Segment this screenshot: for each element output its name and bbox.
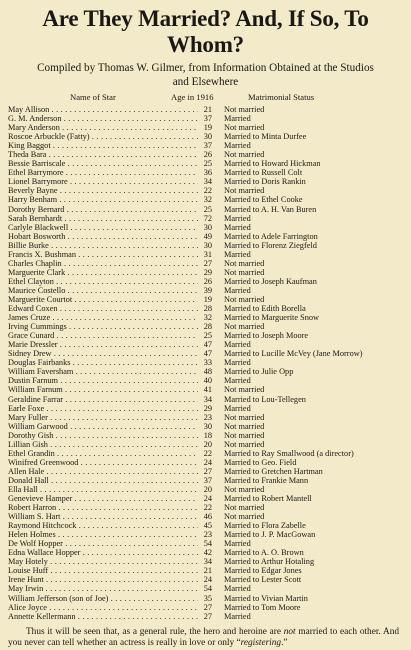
star-status: Married [224,340,251,350]
star-status: Married [224,611,251,621]
star-name: May Irwin . . . [8,584,198,593]
star-status: Not married [224,322,265,332]
star-status: Married to Vivian Martin [224,593,308,603]
star-name: De Wolf Hopper . . . [8,539,198,548]
table-row [8,340,403,349]
star-name: Marguerite Courtot . . . [8,295,198,304]
star-age: 25 [203,204,212,214]
star-age: 30 [203,222,212,232]
table-row [8,277,403,286]
star-status: Not married [224,484,265,494]
star-name: Ella Hall . . . [8,485,198,494]
star-status: Married to Florenz Ziegfeld [224,240,317,250]
star-status: Not married [224,385,265,395]
star-status: Not married [224,267,265,277]
star-status: Married [224,114,251,124]
table-row [8,521,403,530]
star-status: Married to A. H. Van Buren [224,204,317,214]
star-status: Married to Lester Scott [224,575,302,585]
star-name: Robert Harron . . . [8,503,198,512]
table-row [8,295,403,304]
star-name: Winifred Greenwood . . . [8,458,198,467]
table-row [8,575,403,584]
star-name: Carlyle Blackwell . . . [8,223,198,232]
table-row [8,476,403,485]
star-name: May Hotely . . . [8,557,198,566]
star-status: Married to Marguerite Snow [224,313,320,323]
star-name: William Garwood . . . [8,422,198,431]
star-name: Alice Joyce . . . [8,603,198,612]
star-name: Mary Anderson . . . [8,123,198,132]
star-age: 49 [203,231,212,241]
table-row [8,331,403,340]
column-headers [8,92,403,104]
star-age: 41 [203,385,212,395]
table-row [8,367,403,376]
star-age: 32 [203,195,212,205]
star-status: Married [224,358,251,368]
star-status: Married to Julie Opp [224,367,294,377]
star-status: Married [224,539,251,549]
star-age: 20 [203,484,212,494]
star-age: 21 [203,105,212,114]
star-name: Lionel Barrymore . . . [8,177,198,186]
star-name: Helen Holmes . . . [8,530,198,539]
star-status: Married to Ray Smallwood (a director) [224,448,354,458]
star-age: 54 [203,584,212,594]
star-name: Earle Foxe . . . [8,404,198,413]
table-row [8,449,403,458]
star-age: 26 [203,150,212,160]
star-name: Lillian Gish . . . [8,440,198,449]
star-table [8,105,403,621]
star-name: James Cruze . . . [8,313,198,322]
star-name: Raymond Hitchcock . . . [8,521,198,530]
star-age: 25 [203,159,212,169]
table-row [8,168,403,177]
table-row [8,105,403,114]
table-row [8,358,403,367]
table-row [8,557,403,566]
star-status: Not married [224,258,265,268]
star-age: 19 [203,294,212,304]
star-age: 42 [203,548,212,558]
star-age: 54 [203,539,212,549]
star-status: Married to A. O. Brown [224,548,304,558]
star-name: Irene Hunt . . . [8,575,198,584]
star-age: 33 [203,358,212,368]
table-row [8,494,403,503]
star-name: Ethel Clayton . . . [8,277,198,286]
star-status: Married to Edgar Jones [224,566,302,576]
table-row [8,214,403,223]
table-row [8,132,403,141]
star-name: Roscoe Arbuckle (Fatty) . . . [8,132,198,141]
star-status: Married to Lucille McVey (Jane Morrow) [224,349,363,359]
star-status: Married to Frankie Mann [224,475,309,485]
star-name: Bessie Barriscale . . . [8,159,198,168]
star-name: Genevieve Hamper . . . [8,494,198,503]
star-name: Marguerite Clark . . . [8,268,198,277]
table-row [8,404,403,413]
star-status: Married to Russell Colt [224,168,303,178]
star-status: Not married [224,105,265,114]
table-row [8,395,403,404]
table-row [8,195,403,204]
star-name: Francis X. Bushman . . . [8,250,198,259]
star-status: Married to Edith Borella [224,304,306,314]
star-name: William Farnum . . . [8,385,198,394]
table-row [8,467,403,476]
star-status: Married [224,584,251,594]
star-status: Married to Tom Moore [224,602,301,612]
table-row [8,114,403,123]
table-row [8,584,403,593]
star-age: 34 [203,177,212,187]
star-age: 23 [203,412,212,422]
table-row [8,485,403,494]
table-row [8,539,403,548]
star-age: 47 [203,340,212,350]
star-status: Married to Joseph Moore [224,331,309,341]
table-row [8,322,403,331]
star-age: 39 [203,285,212,295]
table-row [8,186,403,195]
star-age: 26 [203,276,212,286]
table-row [8,566,403,575]
star-name: Sarah Bernhardt . . . [8,214,198,223]
star-name: Dorothy Bernard . . . [8,205,198,214]
star-status: Not married [224,412,265,422]
star-status: Not married [224,503,265,513]
star-age: 27 [203,611,212,621]
star-age: 31 [203,249,212,259]
star-name: William Faversham . . . [8,367,198,376]
table-row [8,422,403,431]
table-row [8,286,403,295]
table-row [8,223,403,232]
star-age: 37 [203,114,212,124]
footer-text-2: married to each other. And you never can tell whether an actress is really in love or only “ [8,626,399,649]
star-age: 72 [203,213,212,223]
star-name: Geraldine Farrar . . . [8,395,198,404]
star-age: 29 [203,267,212,277]
star-status: Married [224,213,251,223]
star-status: Not married [224,439,265,449]
star-age: 45 [203,521,212,531]
star-status: Married to Geo. Field [224,457,297,467]
star-name: Edna Wallace Hopper . . . [8,548,198,557]
star-name: Ethel Grandin . . . [8,449,198,458]
table-row [8,141,403,150]
star-name: King Baggot . . . [8,141,198,150]
star-status: Married to J. P. MacGowan [224,530,316,540]
table-row [8,232,403,241]
table-row [8,512,403,521]
table-row [8,503,403,512]
star-status: Married to Robert Mantell [224,494,312,504]
table-row [8,150,403,159]
star-age: 48 [203,367,212,377]
footer-text-1: Thus it will be seen that, as a general rule, the hero and heroine are [26,626,284,637]
star-age: 24 [203,494,212,504]
table-row [8,304,403,313]
star-age: 34 [203,557,212,567]
subtitle-line-1: Compiled by Thomas W. Gilmer, from Information Obtained at the Studios [37,62,374,74]
star-age: 37 [203,141,212,151]
column-header-name: Name of Star [70,92,116,102]
table-row [8,205,403,214]
star-status: Married to Adele Farrington [224,231,318,241]
star-status: Not married [224,421,265,431]
table-row [8,259,403,268]
star-name: May Allison . . . [8,105,198,114]
table-row [8,440,403,449]
star-age: 30 [203,240,212,250]
table-row [8,548,403,557]
star-name: William S. Hart . . . [8,512,198,521]
star-status: Married [224,285,251,295]
star-name: Theda Bara . . . [8,150,198,159]
footer-paragraph [8,627,403,650]
star-age: 22 [203,186,212,196]
subtitle-line-2: and Elsewhere [172,76,239,88]
star-age: 24 [203,575,212,585]
star-name: Douglas Fairbanks . . . [8,358,198,367]
star-age: 20 [203,439,212,449]
star-age: 27 [203,466,212,476]
star-age: 34 [203,394,212,404]
table-row [8,385,403,394]
star-age: 21 [203,566,212,576]
table-row [8,603,403,612]
star-name: Sidney Drew . . . [8,349,198,358]
table-row [8,594,403,603]
star-status: Married [224,222,251,232]
star-name: Irving Cummings . . . [8,322,198,331]
star-status: Not married [224,512,265,522]
star-age: 27 [203,258,212,268]
star-age: 27 [203,602,212,612]
table-row [8,431,403,440]
star-name: Ethel Barrymore . . . [8,168,198,177]
star-age: 47 [203,349,212,359]
star-age: 35 [203,593,212,603]
subtitle [8,61,403,89]
star-name: Dorothy Gish . . . [8,431,198,440]
star-name: Maurice Costello . . . [8,286,198,295]
table-row [8,250,403,259]
star-status: Married [224,403,251,413]
star-status: Married to Ethel Cooke [224,195,303,205]
star-status: Married to Gretchen Hartman [224,466,323,476]
star-age: 24 [203,457,212,467]
table-row [8,349,403,358]
star-age: 46 [203,512,212,522]
star-age: 36 [203,168,212,178]
star-status: Married to Lou-Tellegen [224,394,306,404]
star-age: 22 [203,503,212,513]
star-age: 22 [203,448,212,458]
footer-text-3: .” [281,638,288,649]
star-name: Edward Coxen . . . [8,304,198,313]
star-status: Married [224,249,251,259]
star-status: Married [224,141,251,151]
table-row [8,268,403,277]
star-age: 23 [203,530,212,540]
star-age: 30 [203,421,212,431]
star-age: 30 [203,132,212,142]
star-name: Mary Fuller . . . [8,413,198,422]
star-status: Not married [224,123,265,133]
star-name: G. M. Anderson . . . [8,114,198,123]
page-title: Are They Married? And, If So, To Whom? [42,6,369,57]
star-age: 28 [203,304,212,314]
star-name: Dustin Farnum . . . [8,376,198,385]
star-name: Donald Hall . . . [8,476,198,485]
star-status: Not married [224,294,265,304]
star-age: 29 [203,403,212,413]
star-age: 19 [203,123,212,133]
star-name: Louise Huff . . . [8,566,198,575]
star-name: William Jefferson (son of Joe) . . . [8,594,198,603]
table-row [8,413,403,422]
star-status: Married to Doris Rankin [224,177,306,187]
star-age: 37 [203,475,212,485]
star-status: Not married [224,150,265,160]
table-row [8,376,403,385]
column-header-age: Age in 1916 [171,92,214,102]
star-name: Charles Chaplin . . . [8,259,198,268]
table-row [8,241,403,250]
footer-emphasis-registering: registering [240,638,282,649]
star-age: 32 [203,313,212,323]
star-age: 18 [203,430,212,440]
star-name: Billie Burke . . . [8,241,198,250]
star-age: 28 [203,322,212,332]
table-row [8,458,403,467]
star-status: Not married [224,430,265,440]
star-age: 25 [203,331,212,341]
table-row [8,612,403,621]
table-row [8,123,403,132]
star-age: 40 [203,376,212,386]
star-status: Married to Minta Durfee [224,132,307,142]
star-status: Married to Arthur Hotaling [224,557,315,567]
star-name: Allen Hale . . . [8,467,198,476]
star-name: Grace Cunard . . . [8,331,198,340]
table-row [8,177,403,186]
star-name: Beverly Bayne . . . [8,186,198,195]
table-row [8,159,403,168]
star-status: Married to Joseph Kaufman [224,276,317,286]
star-name: Harry Benham . . . [8,195,198,204]
column-header-status: Matrimonial Status [248,92,315,102]
star-status: Married to Flora Zabelle [224,521,306,531]
star-name: Hobart Bosworth . . . [8,232,198,241]
star-status: Married to Howard Hickman [224,159,321,169]
table-row [8,530,403,539]
table-row [8,313,403,322]
star-name: Marie Dressler . . . [8,340,198,349]
footer-emphasis-not: not [283,626,296,637]
star-status: Married [224,376,251,386]
star-name: Annette Kellermann . . . [8,612,198,621]
star-status: Not married [224,186,265,196]
